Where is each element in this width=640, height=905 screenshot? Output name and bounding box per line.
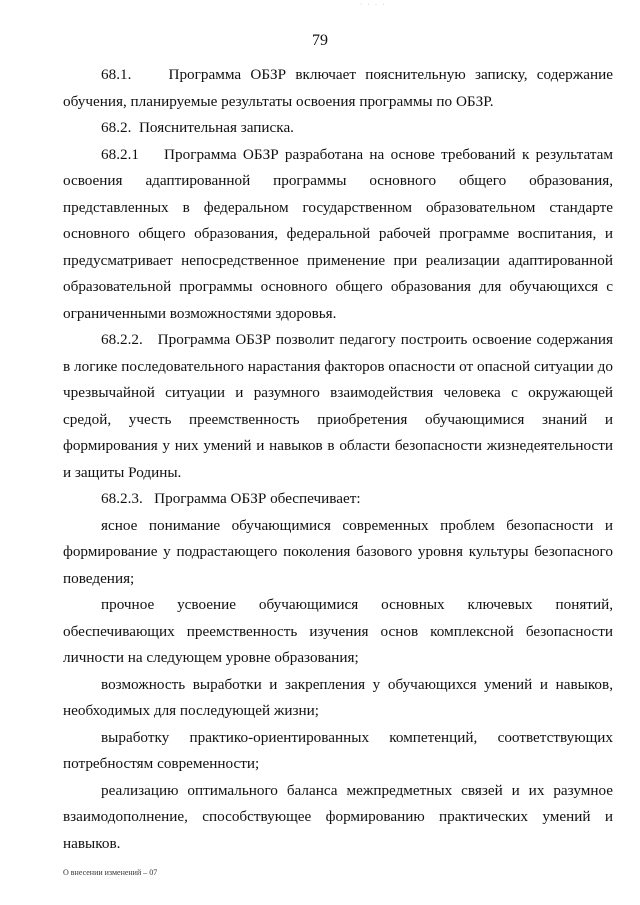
list-item: возможность выработки и закрепления у обучающихся умений и навыков, необходимых для последующей жизни; (63, 675, 613, 719)
list-item: прочное усвоение обучающимися основных ключевых понятий, обеспечивающих преемственность изучения основ комплексной безопасности личности на следующем уровне образования; (63, 596, 613, 666)
paragraph-68-2-2: 68.2.2. Программа ОБЗР позволит педагогу построить освоение содержания в логике последовательного нарастания факторов опасности от опасной ситуации до чрезвычайной ситуации и разумного взаимодействия человека с окружающей средой, учесть преемственность приобретения обучающимися знаний и формирования у них умений и навыков в области безопасности жизнедеятельности и защиты Родины. (63, 331, 613, 481)
page-number: 79 (312, 32, 328, 49)
paragraph-68-2-1: 68.2.1 Программа ОБЗР разработана на основе требований к результатам освоения адаптированной программы основного общего образования, представленных в федеральном государственном образовательном стандарте основного общего образования, федеральной рабочей программе воспитания, и предусматривает непосредственное применение при реализации адаптированной образовательной программы основного общего образования для обучающихся с ограниченными возможностями здоровья. (63, 145, 613, 322)
paragraph-68-2-3: 68.2.3. Программа ОБЗР обеспечивает: (101, 490, 361, 507)
top-scan-mark: · · · · (360, 2, 387, 8)
paragraph-68-1: 68.1. Программа ОБЗР включает пояснительную записку, содержание обучения, планируемые результаты освоения программы по ОБЗР. (63, 66, 613, 110)
document-body (63, 62, 613, 857)
footer-note: О внесении изменений – 07 (63, 868, 158, 877)
paragraph-68-2: 68.2. Пояснительная записка. (101, 119, 294, 136)
list-item: ясное понимание обучающимися современных проблем безопасности и формирование у подрастающего поколения базового уровня культуры безопасного поведения; (63, 516, 613, 587)
list-item: реализацию оптимального баланса межпредметных связей и их разумное взаимодополнение, способствующее формированию практических умений и навыков. (63, 781, 613, 852)
list-item: выработку практико-ориентированных компетенций, соответствующих потребностям современности; (63, 728, 613, 772)
